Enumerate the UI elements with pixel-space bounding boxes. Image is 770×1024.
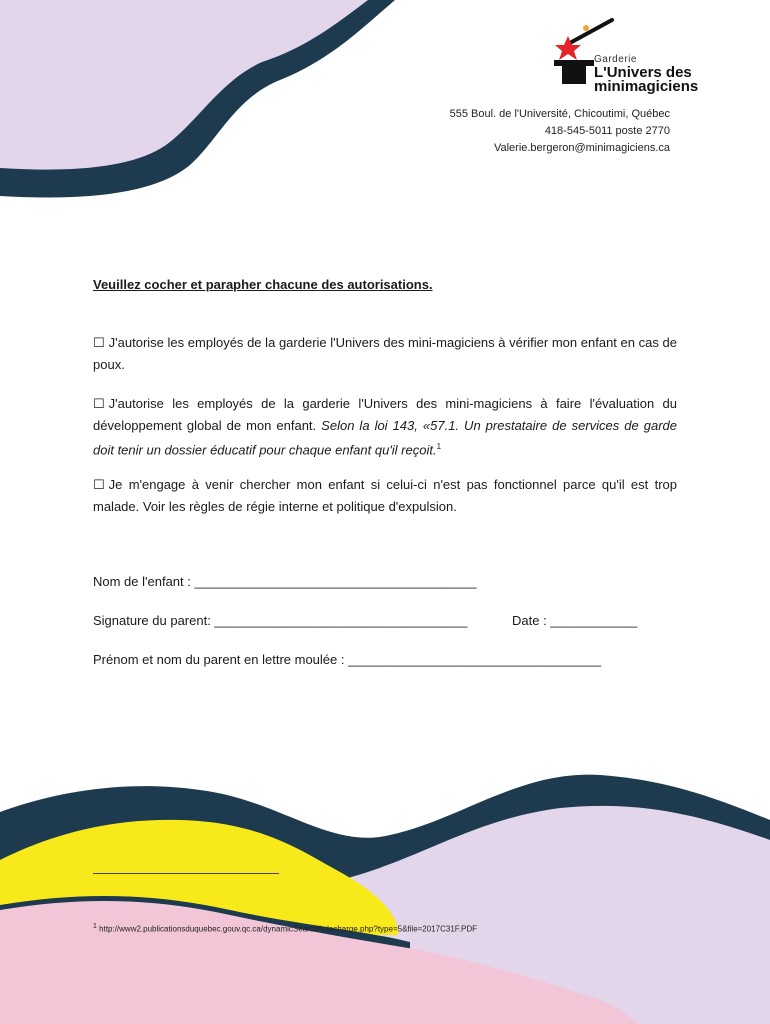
hat-body-icon bbox=[562, 66, 586, 84]
logo-line-1: L'Univers des bbox=[594, 64, 692, 81]
logo-small-text: Garderie bbox=[594, 54, 637, 65]
checkbox[interactable]: ☐ bbox=[93, 478, 105, 493]
parent-name-field[interactable]: Prénom et nom du parent en lettre moulée : ___________________________________ bbox=[93, 652, 602, 667]
checkbox[interactable]: ☐ bbox=[93, 336, 105, 351]
footnote-number: 1 bbox=[93, 923, 97, 930]
contact-address: 555 Boul. de l'Université, Chicoutimi, Québec bbox=[449, 108, 670, 120]
logo-line-2: minimagiciens bbox=[594, 78, 699, 95]
authorization-item-lice bbox=[93, 332, 677, 375]
parent-signature-field[interactable]: Signature du parent: ___________________________________ bbox=[93, 613, 468, 628]
authorizations-heading: Veuillez cocher et parapher chacune des autorisations. bbox=[93, 277, 433, 292]
footnote-link[interactable]: http://www2.publicationsduquebec.gouv.qc.ca/dynamicSearch/telecharge.php?type=5&file=2017C31F.PDF bbox=[99, 924, 478, 934]
logo-wordmark bbox=[594, 50, 698, 94]
contact-email[interactable]: Valerie.bergeron@minimagiciens.ca bbox=[493, 142, 670, 154]
authorization-item-evaluation bbox=[93, 393, 677, 460]
contact-phone: 418-545-5011 poste 2770 bbox=[544, 125, 670, 137]
contact-block bbox=[450, 106, 670, 157]
authorization-text: Je m'engage à venir chercher mon enfant si celui-ci n'est pas fonctionnel parce qu'il est trop malade. Voir les règles de régie interne et politique d'expulsion. bbox=[93, 477, 677, 514]
hat-brim-icon bbox=[554, 60, 594, 66]
child-name-field[interactable]: Nom de l'enfant : _______________________________________ bbox=[93, 574, 477, 589]
footnote-reference: 1 bbox=[436, 442, 442, 451]
footnote-separator bbox=[93, 873, 279, 874]
date-field[interactable]: Date : ____________ bbox=[512, 613, 638, 628]
authorization-text: J'autorise les employés de la garderie l'Univers des mini-magiciens à faire l'évaluation du développement global de mon enfant. bbox=[93, 396, 677, 433]
authorization-law-quote: Selon la loi 143, «57.1. Un prestataire de services de garde doit tenir un dossier éducatif pour chaque enfant qu'il reçoit. bbox=[93, 418, 677, 458]
authorization-text: J'autorise les employés de la garderie l'Univers des mini-magiciens à vérifier mon enfant en cas de poux. bbox=[93, 335, 677, 372]
sparkle-icon bbox=[583, 25, 589, 31]
footnote bbox=[93, 923, 477, 934]
authorization-item-pickup bbox=[93, 474, 677, 517]
checkbox[interactable]: ☐ bbox=[93, 397, 105, 412]
magic-wand-icon bbox=[568, 20, 612, 44]
